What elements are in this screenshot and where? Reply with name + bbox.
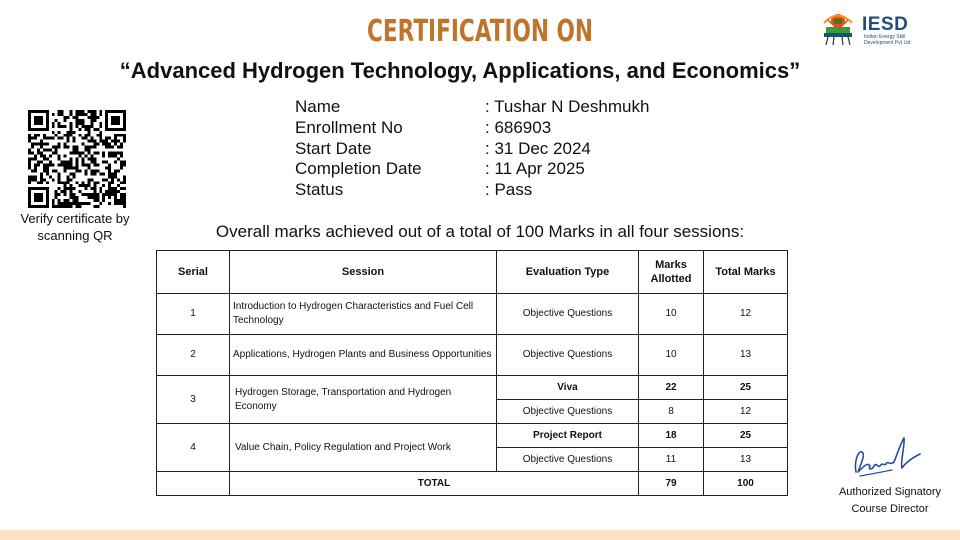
qr-caption: Verify certificate by scanning QR [20,211,130,243]
detail-value: : 11 Apr 2025 [485,159,585,179]
cell-total: 12 [704,294,788,335]
bottom-decorative-strip [0,530,960,540]
cell-empty [157,472,230,496]
course-title: “Advanced Hydrogen Technology, Applications, and Economics” [119,58,801,83]
cell-evaluation: Objective Questions [497,448,639,472]
iesd-logo-mark-icon [818,10,864,46]
detail-label: Name [295,97,341,116]
table-header-row [157,251,788,294]
cell-evaluation: Objective Questions [497,400,639,424]
header-serial: Serial [157,251,230,294]
detail-row-status [295,180,649,201]
detail-label: Status [295,180,344,200]
signatory-caption [820,484,960,518]
cell-session: Introduction to Hydrogen Characteristics and Fuel Cell Technology [230,294,497,335]
cell-total: 12 [704,400,788,424]
certificate-heading: CERTIFICATION ON [367,14,593,49]
detail-label: Completion Date [295,159,422,179]
cell-total: 13 [704,448,788,472]
total-marks: 100 [704,472,788,496]
cell-total: 13 [704,335,788,376]
table-row [157,424,788,448]
detail-label: Start Date [295,138,372,158]
detail-value: : Pass [485,180,533,200]
detail-label: Enrollment No [295,117,403,137]
cell-evaluation: Objective Questions [497,294,639,335]
header-marks-allotted: Marks Allotted [639,251,704,294]
total-allotted: 79 [639,472,704,496]
cell-serial: 1 [157,294,230,335]
signatory-role: Course Director [851,503,929,515]
cell-serial: 4 [157,424,230,472]
logo-subtitle: Indian Energy Skill Development Pvt Ltd [864,34,911,46]
marks-table [156,250,788,496]
detail-row-name [295,97,649,118]
marks-summary-label: Overall marks achieved out of a total of 100 Marks in all four sessions: [215,222,745,241]
cell-total: 25 [704,376,788,400]
cell-serial: 2 [157,335,230,376]
cell-allotted: 10 [639,335,704,376]
cell-session: Hydrogen Storage, Transportation and Hydrogen Economy [230,376,497,424]
iesd-logo [818,8,938,48]
table-row [157,335,788,376]
total-label: TOTAL [230,472,639,496]
detail-row-enrollment [295,118,649,139]
cell-allotted: 22 [639,376,704,400]
cell-session: Applications, Hydrogen Plants and Business Opportunities [230,335,497,376]
cell-evaluation: Objective Questions [497,335,639,376]
detail-row-completion-date [295,159,649,180]
cell-total: 25 [704,424,788,448]
cell-allotted: 8 [639,400,704,424]
header-total-marks: Total Marks [704,251,788,294]
signature-image [848,432,928,482]
cell-allotted: 11 [639,448,704,472]
detail-value: : 31 Dec 2024 [485,138,591,158]
table-row [157,294,788,335]
table-row [157,376,788,400]
cell-allotted: 18 [639,424,704,448]
signatory-title: Authorized Signatory [838,486,942,498]
cell-allotted: 10 [639,294,704,335]
cell-session: Value Chain, Policy Regulation and Project Work [230,424,497,472]
verification-qr-code[interactable] [28,110,126,208]
candidate-details [295,97,649,201]
header-session: Session [230,251,497,294]
cell-evaluation: Viva [497,376,639,400]
detail-value: : Tushar N Deshmukh [485,97,650,116]
cell-evaluation: Project Report [497,424,639,448]
detail-row-start-date [295,139,649,160]
header-evaluation-type: Evaluation Type [497,251,639,294]
detail-value: : 686903 [485,117,552,137]
table-total-row [157,472,788,496]
marks-summary-text [0,222,960,242]
logo-name: IESD [862,14,909,35]
cell-serial: 3 [157,376,230,424]
